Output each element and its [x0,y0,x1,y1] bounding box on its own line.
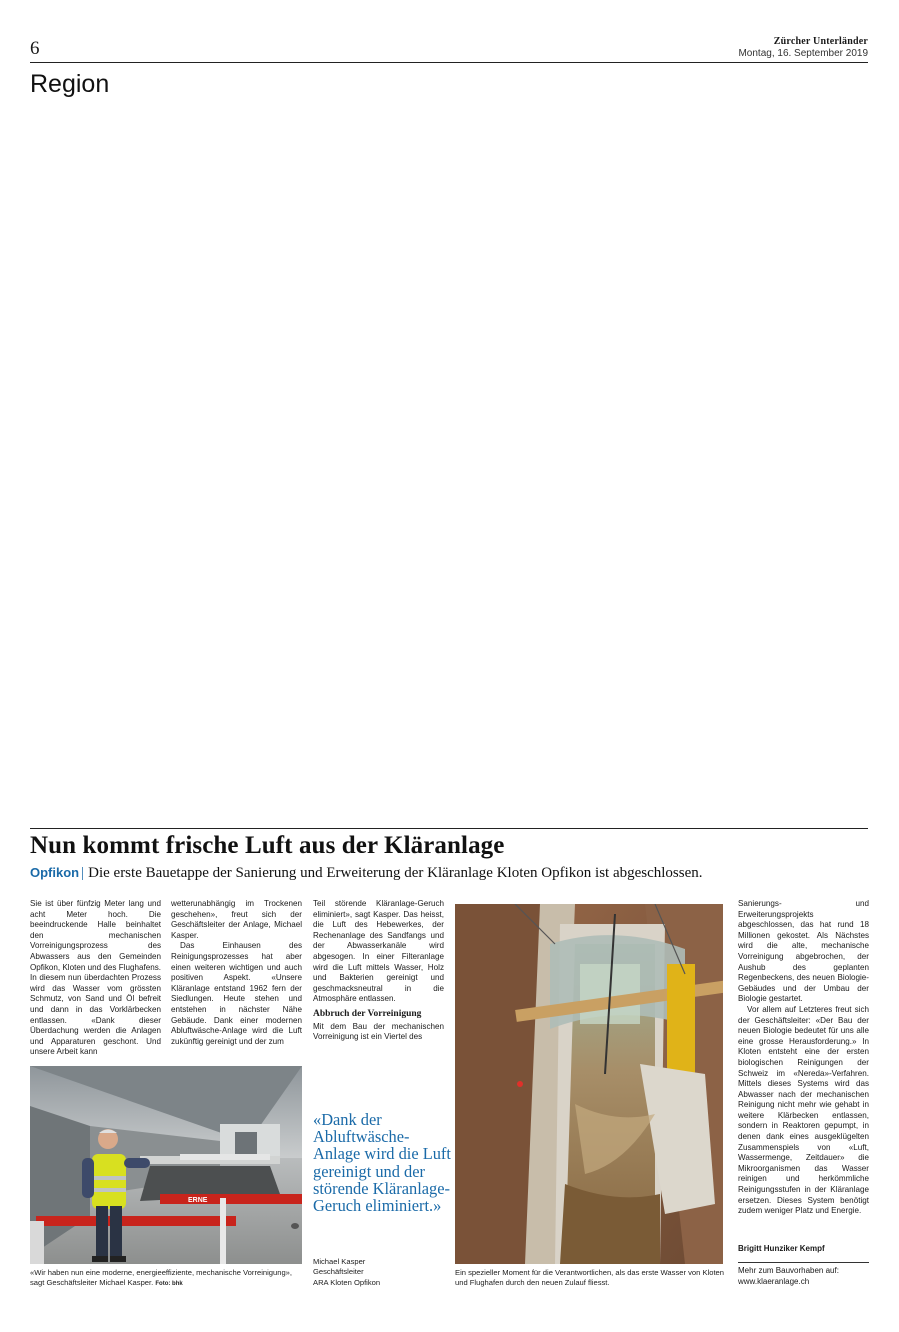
barrier-label: ERNE [188,1197,208,1204]
photo-hall-caption [30,1268,305,1289]
quote-author-org: ARA Kloten Opfikon [313,1277,381,1287]
author-signature: Brigitt Hunziker Kempf [738,1244,825,1253]
dateline: Opfikon [30,865,80,880]
section-title: Region [30,70,110,98]
masthead [738,36,868,59]
photo-channel [455,904,723,1264]
photo-channel-caption: Ein spezieller Moment für die Verantwortlichen, als das erste Wasser von Kloten und Flughafen durch den neuen Zulauf fliesst. [455,1268,724,1287]
article-column-2 [171,899,302,1047]
photo-channel-image [455,904,723,1264]
article-lead [30,865,703,882]
column-3-subheading: Abbruch der Vorreinigung [313,1008,422,1019]
more-info-box [738,1266,869,1287]
photo-credit: Foto: bhk [155,1281,183,1287]
info-box-rule [738,1262,869,1263]
column-3-paragraph-1: Teil störende Kläranlage-Geruch eliminiert», sagt Kasper. Das heisst, die Luft des Hebewerkes, der Rechenanlage des Sandfangs und der Abwasserkanäle wird abgesogen. In einer Filteranlage wird die Luft mittels Wasser, Holz und Bakterien gereinigt und geschmacksneutral in die Atmosphäre entlassen. [313,899,444,1004]
header-rule [30,62,868,63]
photo-hall-caption-text: «Wir haben nun eine moderne, energieeffiziente, mechanische Vorreinigung», sagt Geschäftsleiter Michael Kasper. [30,1268,293,1287]
quote-attribution [313,1257,453,1288]
column-3-paragraph-2: Mit dem Bau der mechanischen Vorreinigung ist ein Viertel des [313,1021,444,1042]
article-column-1 [30,899,161,1058]
article-headline: Nun kommt frische Luft aus der Kläranlage [30,832,505,859]
column-2-paragraph-2: Das Einhausen des Reinigungsprozesses hat aber einen weiteren wichtigen und auch positiven Aspekt. «Unsere Kläranlage entstand 1962 fern der Siedlungen. Heute stehen und entstehen in nächster Nähe Gebäude. Dank einer modernen Abluftwäsche-Anlage wird die Luft zukünftig gereinigt und der zum [171,941,302,1046]
article-column-4 [738,899,869,1217]
more-info-link[interactable]: www.klaeranlage.ch [738,1276,810,1286]
more-info-text: Mehr zum Bauvorhaben auf: [738,1266,839,1275]
dateline-separator: | [81,865,85,881]
newspaper-name: Zürcher Unterländer [773,36,868,47]
quote-author-role: Geschäftsleiter [313,1267,364,1277]
column-1-text: Sie ist über fünfzig Meter lang und acht Meter hoch. Die beeindruckende Halle beinhaltet den mechanischen Vorreinigungsprozess des Abwassers aus den Gemeinden Opfikon, Kloten und des Flughafens. In diesem nun überdachten Prozess wird das Wasser vom grössten Schmutz, von Sand und Öl befreit und dann in das Vorklärbecken entlassen. «Dank dieser Überdachung werden die Anlagen und Apparaturen geschont. Und unsere Arbeit kann [30,899,161,1057]
column-4-paragraph-2: Vor allem auf Letzteres freut sich der Geschäftsleiter: «Der Bau der neuen Biologie bedeutet für uns alle eine grosse Herausforderung.» In Kloten entsteht eine der ersten biologischen Reinigungen der Schweiz im «Nereda»-Verfahren. Mittels dieses Systems wird das Abwasser nach der mechanischen Reinigung nicht mehr wie gehabt in weitere Klärbecken entlassen, sondern in Reaktoren gepumpt, in denen dank eines ausgeklügelten Zusammenspiels von «Luft, Wassermenge, Zeitdauer» die Mikroorganismen das Wasser reinigen und herkömmliche Reinigungsstufen in der Kläranlage ersetzen. Dieses System benötigt zudem weniger Platz und Energie. [738,1004,869,1216]
photo-hall-image [30,1066,302,1264]
issue-date: Montag, 16. September 2019 [738,48,868,59]
article-column-3 [313,899,444,1043]
column-2-paragraph-1: wetterunabhängig im Trockenen geschehen», freut sich der Geschäftsleiter der Anlage, Michael Kasper. [171,899,302,940]
page-number: 6 [30,38,40,59]
pull-quote: «Dank der Abluftwäsche-Anlage wird die Luft gereinigt und der störende Kläranlage-Geruch eliminiert.» [313,1110,451,1216]
article-rule [30,828,868,829]
lead-text: Die erste Bauetappe der Sanierung und Erweiterung der Kläranlage Kloten Opfikon ist abgeschlossen. [88,865,703,881]
photo-hall [30,1066,302,1264]
column-4-paragraph-1: Sanierungs- und Erweiterungsprojekts abgeschlossen, das hat rund 18 Millionen gekostet. Als Nächstes wird die alte, mechanische Vorreinigung abgebrochen, der Aushub des geplanten Regenbeckens, des neuen Biologie-Gebäudes und der Umbau der Biologie gestartet. [738,899,869,1004]
quote-author-name: Michael Kasper [313,1257,366,1266]
